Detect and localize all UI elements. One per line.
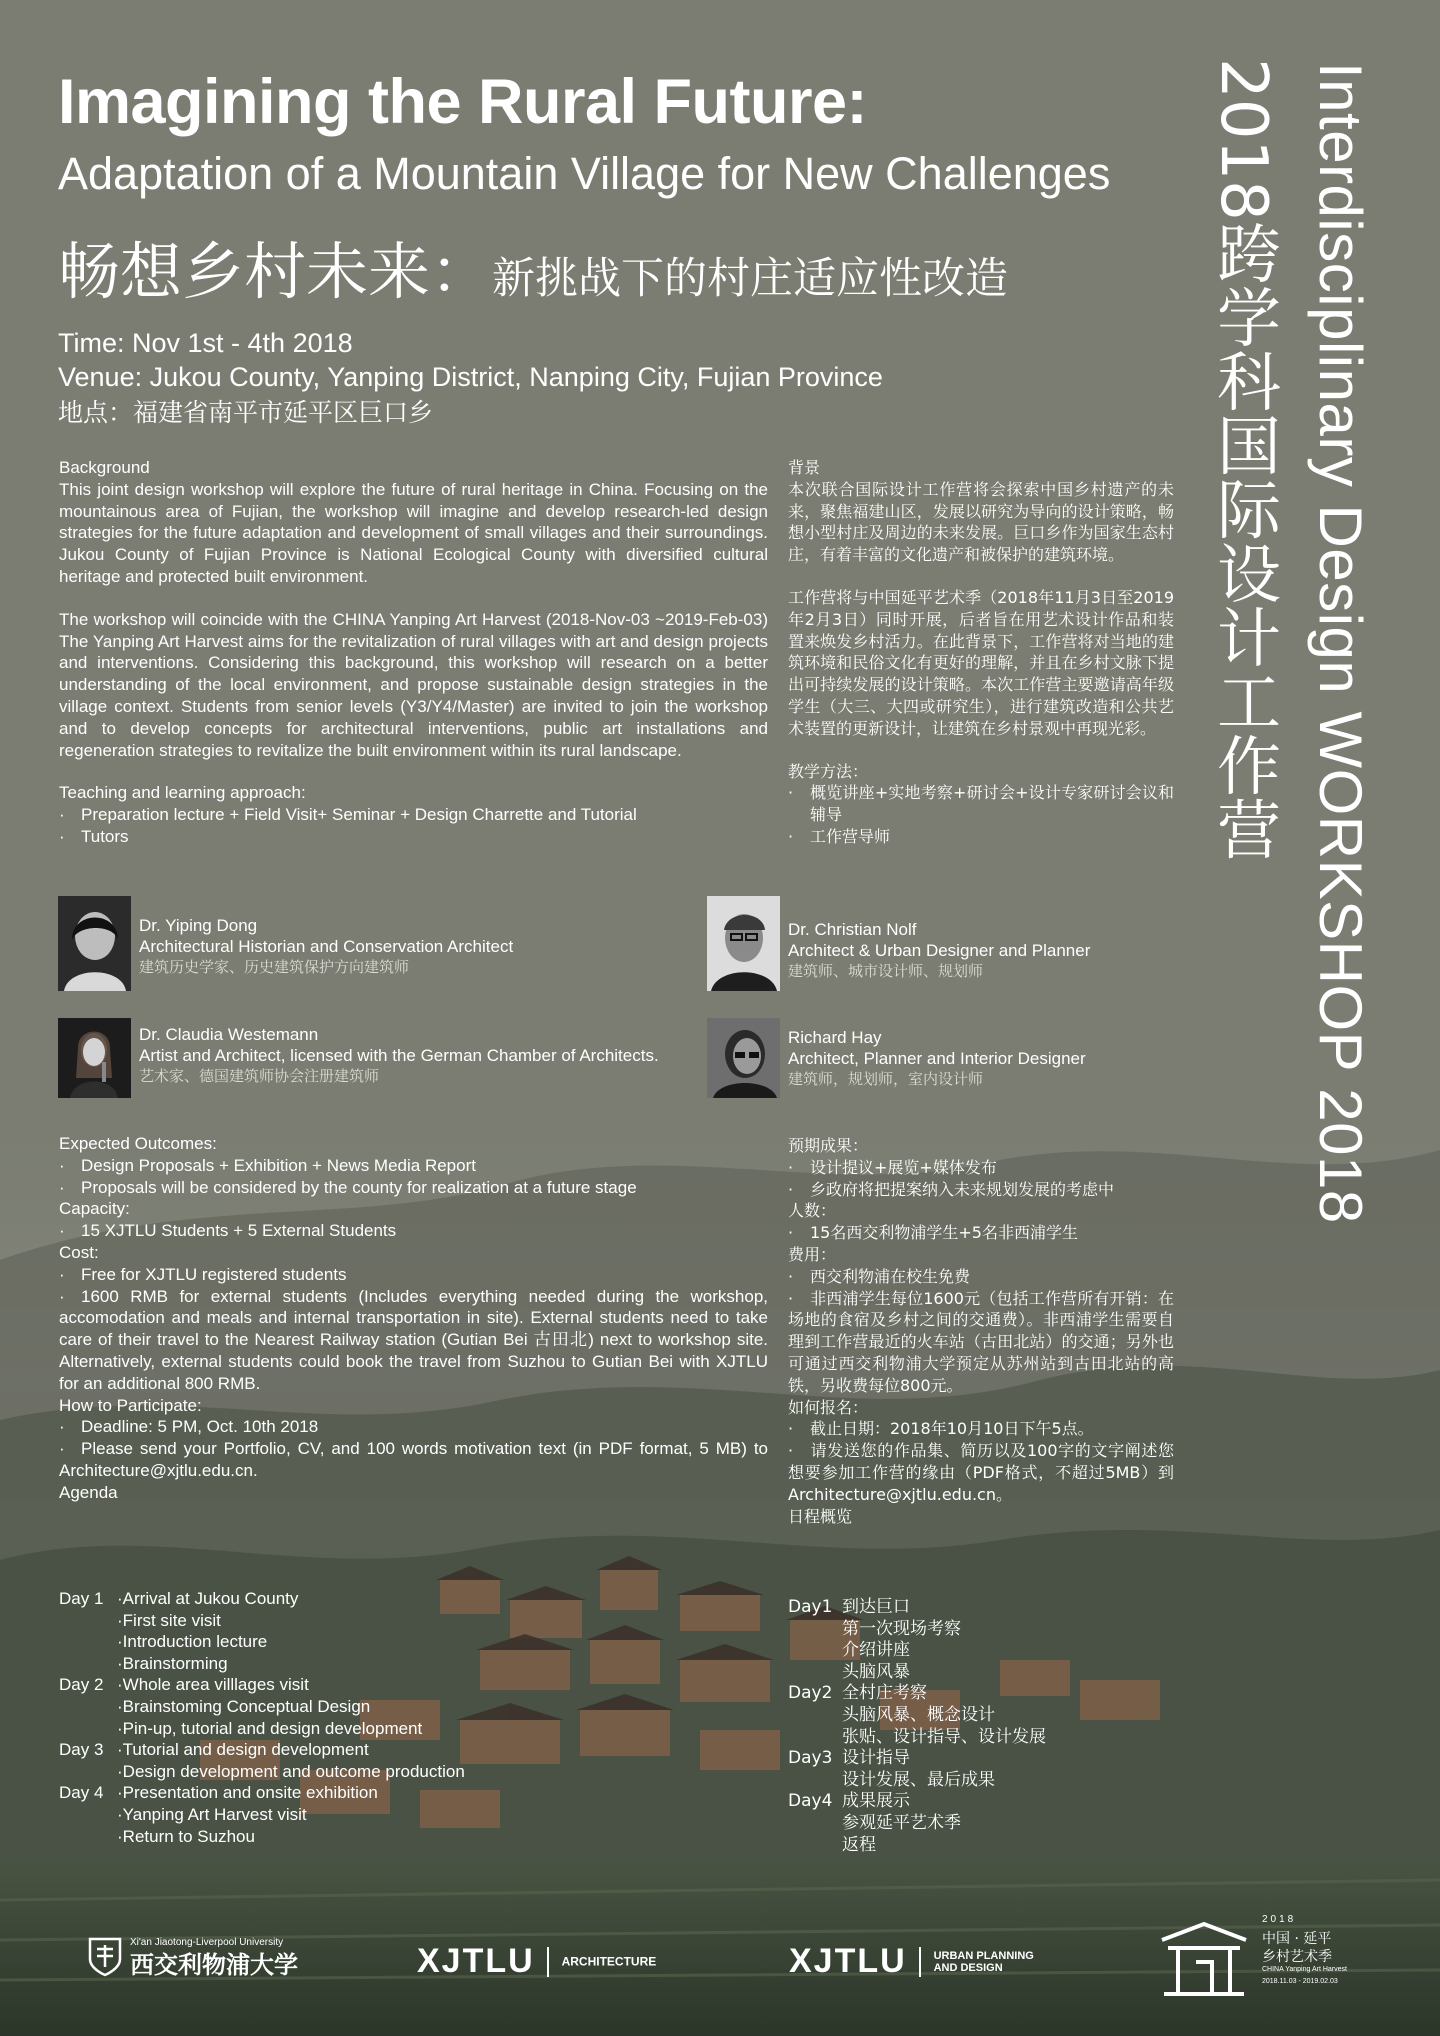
agenda-item: ·Yanping Art Harvest visit [117, 1804, 307, 1824]
zh-agenda-title: 日程概览 [788, 1506, 853, 1526]
agenda-item: ·Whole area villlages visit [117, 1675, 309, 1695]
zh-outcomes-item: · 设计提议+展览+媒体发布 [788, 1157, 1174, 1179]
zh-teaching-item: · 工作营导师 [788, 826, 1174, 848]
zh-capacity-title: 人数： [788, 1201, 837, 1221]
art-title-line2: 乡村艺术季 [1262, 1949, 1332, 1965]
agenda-item: 成果展示 [842, 1791, 910, 1812]
tutor-card [788, 1027, 1086, 1090]
zh-teaching-title: 教学方法： [788, 761, 869, 781]
agenda-item: 设计发展、最后成果 [842, 1769, 995, 1790]
en-upper-column [59, 457, 768, 848]
tutor-name: Richard Hay [788, 1028, 882, 1047]
agenda-day [59, 1696, 117, 1718]
university-name-zh: 西交利物浦大学 [130, 1950, 298, 1979]
agenda-row [59, 1696, 465, 1718]
xjtlu-wordmark: XJTLU [789, 1942, 907, 1980]
agenda-day: Day 2 [59, 1675, 104, 1695]
tutor-role: Architectural Historian and Conservation Architect [139, 937, 514, 956]
agenda-day [788, 1835, 842, 1857]
agenda-day [59, 1631, 117, 1653]
agenda-row [59, 1826, 465, 1848]
logo-divider [547, 1947, 549, 1977]
en-cost-item: · 1600 RMB for external students (Includes everything needed during the workshop, accomodation and meals and internal transportation in site). External students need to take care of their travel to the Nearest Railway station (Gutian Bei 古田北) next to workshop site. Alternatively, external students could book the travel from Suzhou to Gutian Bei with XJTLU for an additional 800 RMB. [59, 1286, 768, 1393]
tutor-role: Artist and Architect, licensed with the German Chamber of Architects. [139, 1046, 659, 1065]
agenda-day: Day 4 [59, 1783, 104, 1803]
agenda-row [788, 1791, 1046, 1813]
agenda-row [788, 1640, 1046, 1662]
agenda-row [788, 1727, 1046, 1749]
agenda-day [788, 1640, 842, 1662]
en-teaching-item: · Preparation lecture + Field Visit+ Seminar + Design Charrette and Tutorial [59, 804, 768, 826]
agenda-day: Day 3 [59, 1740, 104, 1760]
agenda-item: ·Tutorial and design development [117, 1740, 369, 1760]
tutor-card [139, 915, 513, 978]
agenda-row [59, 1718, 465, 1740]
zh-cost-title: 费用： [788, 1244, 837, 1264]
art-title-line1: 中国 · 延平 [1262, 1931, 1332, 1947]
art-title-en: CHINA Yanping Art Harvest [1262, 1966, 1347, 1973]
zh-title: 畅想乡村未来 [58, 235, 431, 308]
zh-cost-item: · 非西浦学生每位1600元（包括工作营所有开销：在场地的食宿及乡村之间的交通费）。非西浦学生需要自理到工作营最近的火车站（古田北站）的交通；另外也可通过西交利物浦大学预定从苏州站到古田北站的高铁，另收费每位800元。 [788, 1288, 1174, 1395]
agenda-row [788, 1770, 1046, 1792]
agenda-day: Day2 [788, 1683, 833, 1704]
tutor-photo [58, 896, 131, 991]
agenda-item: 参观延平艺术季 [842, 1812, 961, 1833]
zh-background-p2: 工作营将与中国延平艺术季（2018年11月3日至2019年2月3日）同时开展，后者旨在用艺术设计作品和装置来焕发乡村活力。在此背景下，工作营将对当地的建筑环境和民俗文化有更好的理解，并且在乡村文脉下提出可持续发展的设计策略。本次工作营主要邀请高年级学生（大三、大四或研究生），进行建筑改造和公共艺术装置的更新设计，让建筑在乡村景观中再现光彩。 [788, 587, 1174, 738]
agenda-day [59, 1804, 117, 1826]
en-agenda-table [59, 1588, 465, 1847]
zh-lower-column [788, 1135, 1174, 1527]
en-background-title: Background [59, 458, 150, 477]
agenda-item: 介绍讲座 [842, 1640, 910, 1661]
agenda-row [59, 1588, 465, 1610]
event-venue-zh: 地点：福建省南平市延平区巨口乡 [58, 398, 434, 427]
art-dates: 2018.11.03 - 2019.02.03 [1262, 1978, 1338, 1985]
agenda-item: ·Pin-up, tutorial and design development [117, 1718, 423, 1738]
agenda-row [59, 1804, 465, 1826]
agenda-item: ·Arrival at Jukou County [117, 1589, 299, 1608]
agenda-row [59, 1674, 465, 1696]
tutor-role-zh: 艺术家、德国建筑师协会注册建筑师 [139, 1067, 380, 1085]
event-venue: Venue: Jukou County, Yanping District, Nanping City, Fujian Province [58, 362, 883, 392]
zh-outcomes-item: · 乡政府将把提案纳入未来规划发展的考虑中 [788, 1179, 1174, 1201]
en-cost-title: Cost: [59, 1242, 99, 1262]
zh-colon: ： [430, 235, 493, 308]
agenda-row [788, 1748, 1046, 1770]
agenda-item: 头脑风暴、概念设计 [842, 1704, 995, 1725]
agenda-day: Day4 [788, 1791, 833, 1812]
village-house-icon [1158, 1918, 1250, 1998]
agenda-day [59, 1653, 117, 1675]
subtitle: Adaptation of a Mountain Village for New Challenges [58, 148, 1111, 199]
agenda-row [788, 1835, 1046, 1857]
agenda-item: ·Brainstorming [117, 1653, 228, 1673]
zh-subtitle: 新挑战下的村庄适应性改造 [492, 254, 1009, 304]
en-outcomes-title: Expected Outcomes: [59, 1134, 217, 1153]
en-background-p1: This joint design workshop will explore the future of rural heritage in China. Focusing on the mountainous area of Fujian, the workshop will imagine and develop research-led design strategies for the future adaptation and development of small villages and their surroundings. Jukou County of Fujian Province is National Ecological County with diversified cultural heritage and protected built environment. [59, 479, 768, 586]
agenda-row [788, 1662, 1046, 1684]
agenda-item: ·First site visit [117, 1610, 221, 1630]
zh-outcomes-title: 预期成果： [788, 1136, 869, 1155]
agenda-day [59, 1826, 117, 1848]
agenda-row [788, 1619, 1046, 1641]
en-background-p2: The workshop will coincide with the CHINA Yanping Art Harvest (2018-Nov-03 ~2019-Feb-03) The Yanping Art Harvest aims for the revitalization of rural villages with art and design projects and interventions. Considering this background, this workshop will research on a better understanding of the local environment, and propose sustainable design strategies in the village context. Students from senior levels (Y3/Y4/Master) are invited to join the workshop and to develop concepts for architectural interventions, public art installations and regeneration strategies to revitalize the built environment within its rural landscape. [59, 609, 768, 760]
agenda-day [788, 1770, 842, 1792]
agenda-item: 第一次现场考察 [842, 1618, 961, 1639]
xjtlu-university-logo [88, 1935, 318, 1985]
tutor-role-zh: 建筑师、城市设计师、规划师 [788, 962, 984, 980]
agenda-item: 头脑风暴 [842, 1661, 910, 1682]
zh-title-block [58, 222, 1008, 317]
en-teaching-title: Teaching and learning approach: [59, 783, 306, 803]
side-title-en: Interdisciplinary Design WORKSHOP 2018 [1307, 62, 1374, 1224]
zh-background-title: 背景 [788, 458, 821, 477]
en-agenda-title: Agenda [59, 1482, 118, 1502]
university-name-en: Xi'an Jiaotong-Liverpool University [130, 1937, 284, 1948]
en-cost-item: · Free for XJTLU registered students [59, 1264, 768, 1286]
tutor-role: Architect, Planner and Interior Designer [788, 1049, 1086, 1068]
zh-participate-title: 如何报名： [788, 1397, 869, 1417]
event-time: Time: Nov 1st - 4th 2018 [58, 328, 353, 358]
agenda-row [59, 1782, 465, 1804]
department-name: ARCHITECTURE [561, 1954, 657, 1969]
tutor-role-zh: 建筑师，规划师，室内设计师 [788, 1070, 984, 1088]
tutor-role-zh: 建筑历史学家、历史建筑保护方向建筑师 [139, 958, 410, 976]
agenda-row [788, 1683, 1046, 1705]
zh-upper-column [788, 457, 1174, 848]
tutor-name: Dr. Yiping Dong [139, 916, 258, 935]
zh-capacity-item: · 15名西交利物浦学生+5名非西浦学生 [788, 1222, 1174, 1244]
agenda-row [788, 1597, 1046, 1619]
agenda-day [59, 1610, 117, 1632]
department-name: URBAN PLANNING AND DESIGN [933, 1949, 1034, 1974]
zh-teaching-item: · 概览讲座+实地考察+研讨会+设计专家研讨会议和辅导 [788, 782, 1174, 826]
agenda-item: ·Design development and outcome production [117, 1761, 465, 1781]
agenda-day: Day1 [788, 1597, 833, 1617]
en-capacity-title: Capacity: [59, 1199, 130, 1219]
title: Imagining the Rural Future: [58, 67, 868, 137]
agenda-row [59, 1610, 465, 1632]
tutor-photo [707, 1018, 780, 1098]
en-outcomes-item: · Design Proposals + Exhibition + News Media Report [59, 1155, 768, 1177]
logo-divider [919, 1947, 921, 1977]
tutor-card [139, 1024, 659, 1087]
shield-icon [88, 1937, 122, 1977]
tutor-photo [58, 1018, 131, 1098]
en-teaching-item: · Tutors [59, 826, 768, 848]
agenda-item: ·Brainstoming Conceptual Design [117, 1696, 371, 1716]
zh-background-p1: 本次联合国际设计工作营将会探索中国乡村遗产的未来，聚焦福建山区，发展以研究为导向的设计策略，畅想小型村庄及周边的未来发展。巨口乡作为国家生态村庄，有着丰富的文化遗产和被保护的建筑环境。 [788, 479, 1174, 565]
agenda-item: ·Return to Suzhou [117, 1826, 255, 1846]
en-outcomes-item: · Proposals will be considered by the county for realization at a future stage [59, 1177, 768, 1199]
agenda-day [788, 1705, 842, 1727]
agenda-row [59, 1739, 465, 1761]
agenda-item: 设计指导 [842, 1748, 910, 1769]
agenda-day: Day3 [788, 1748, 833, 1769]
zh-participate-item: · 请发送您的作品集、简历以及100字的文字阐述您想要参加工作营的缘由（PDF格式，不超过5MB）到Architecture@xjtlu.edu.cn。 [788, 1441, 1174, 1504]
agenda-day: Day 1 [59, 1589, 104, 1608]
art-year: 2018 [1262, 1914, 1297, 1925]
agenda-item: 张贴、设计指导、设计发展 [842, 1726, 1046, 1747]
xjtlu-architecture-logo [417, 1942, 656, 1982]
agenda-day [788, 1813, 842, 1835]
zh-agenda-table [788, 1597, 1046, 1856]
xjtlu-wordmark: XJTLU [417, 1942, 535, 1980]
agenda-item: ·Introduction lecture [117, 1632, 268, 1652]
agenda-row [788, 1813, 1046, 1835]
en-participate-item: · Please send your Portfolio, CV, and 100 words motivation text (in PDF format, 5 MB) to Architecture@xjtlu.edu.cn. [59, 1439, 768, 1480]
yanping-art-harvest-logo [1158, 1912, 1358, 2002]
agenda-item: 到达巨口 [842, 1597, 910, 1617]
agenda-day [59, 1761, 117, 1783]
en-participate-item: · Deadline: 5 PM, Oct. 10th 2018 [59, 1416, 768, 1438]
agenda-day [788, 1619, 842, 1641]
tutor-card [788, 919, 1090, 982]
en-capacity-item: · 15 XJTLU Students + 5 External Students [59, 1220, 768, 1242]
agenda-row [59, 1631, 465, 1653]
tutor-name: Dr. Claudia Westemann [139, 1025, 319, 1044]
en-lower-column [59, 1133, 768, 1504]
zh-cost-item: · 西交利物浦在校生免费 [788, 1266, 1174, 1288]
agenda-item: 全村庄考察 [842, 1683, 927, 1704]
en-participate-title: How to Participate: [59, 1395, 202, 1415]
tutor-photo [707, 896, 780, 991]
agenda-row [59, 1653, 465, 1675]
tutor-name: Dr. Christian Nolf [788, 920, 917, 939]
agenda-row [59, 1761, 465, 1783]
agenda-item: 返程 [842, 1834, 876, 1855]
agenda-item: ·Presentation and onsite exhibition [117, 1783, 378, 1803]
agenda-day [788, 1662, 842, 1684]
agenda-day [788, 1727, 842, 1749]
xjtlu-urban-planning-logo [789, 1942, 1034, 1982]
zh-participate-item: · 截止日期：2018年10月10日下午5点。 [788, 1418, 1174, 1440]
agenda-day [59, 1718, 117, 1740]
side-title-zh: 2018跨学科国际设计工作营 [1206, 58, 1280, 861]
agenda-row [788, 1705, 1046, 1727]
tutor-role: Architect & Urban Designer and Planner [788, 941, 1091, 960]
